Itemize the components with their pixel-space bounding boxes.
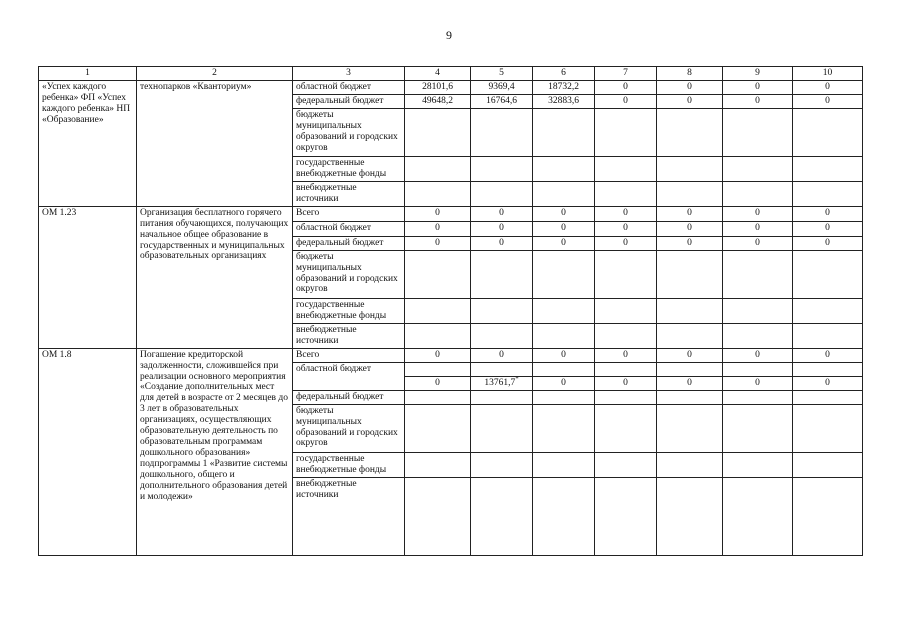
row-title: технопарков «Кванториум» xyxy=(137,80,293,206)
value-text: 13761,7 xyxy=(484,377,516,388)
header-cell: 3 xyxy=(293,67,405,81)
value-cell: 0 xyxy=(793,80,863,94)
header-cell: 9 xyxy=(723,67,793,81)
row-code: ОМ 1.8 xyxy=(39,348,137,555)
source-label: внебюджетные источники xyxy=(293,181,405,206)
value-cell: 0 xyxy=(793,236,863,250)
value-cell: 0 xyxy=(533,376,595,390)
value-cell: 18732,2 xyxy=(533,80,595,94)
source-label: федеральный бюджет xyxy=(293,236,405,250)
value-cell: 0 xyxy=(405,221,471,236)
row-code: ОМ 1.23 xyxy=(39,206,137,348)
value-cell: 0 xyxy=(657,206,723,221)
footnote-mark: * xyxy=(515,376,519,383)
value-cell: 0 xyxy=(471,348,533,362)
row-title: Организация бесплатного горячего питания обучающихся, получающих начальное общее образование в государственных и муниципальных образовательных организациях xyxy=(137,206,293,348)
value-cell: 0 xyxy=(533,206,595,221)
value-cell: 16764,6 xyxy=(471,94,533,108)
value-cell: 0 xyxy=(595,236,657,250)
value-cell: 0 xyxy=(723,236,793,250)
value-cell: 0 xyxy=(723,94,793,108)
budget-table xyxy=(38,66,863,556)
header-cell: 6 xyxy=(533,67,595,81)
value-cell: 0 xyxy=(793,94,863,108)
source-label: областной бюджет xyxy=(293,80,405,94)
header-cell: 2 xyxy=(137,67,293,81)
value-cell: 0 xyxy=(405,348,471,362)
value-cell: 0 xyxy=(793,376,863,390)
value-cell: 0 xyxy=(471,221,533,236)
source-label: бюджеты муниципальных образований и городских округов xyxy=(293,404,405,452)
value-cell: 0 xyxy=(471,206,533,221)
header-cell: 10 xyxy=(793,67,863,81)
value-cell: 0 xyxy=(723,206,793,221)
source-label: федеральный бюджет xyxy=(293,94,405,108)
value-cell: 0 xyxy=(595,348,657,362)
source-label: внебюджетные источники xyxy=(293,323,405,348)
value-cell: 0 xyxy=(657,221,723,236)
value-cell: 0 xyxy=(533,236,595,250)
source-label: государственные внебюджетные фонды xyxy=(293,452,405,477)
source-label: Всего xyxy=(293,206,405,221)
value-cell: 0 xyxy=(595,80,657,94)
header-row xyxy=(39,67,863,81)
row-title: Погашение кредиторской задолженности, сложившейся при реализации основного мероприятия «Создание дополнительных мест для детей в возрасте от 2 месяцев до 3 лет в образовательных организациях, осуществляющих образовательную деятельность по образовательным программам дошкольного образования» подпрограммы 1 «Развитие системы дошкольного, общего и дополнительного образования детей и молодежи» xyxy=(137,348,293,555)
source-label: внебюджетные источники xyxy=(293,477,405,555)
value-cell: 0 xyxy=(533,221,595,236)
header-cell: 7 xyxy=(595,67,657,81)
source-label: областной бюджет xyxy=(293,221,405,236)
value-cell: 0 xyxy=(595,94,657,108)
value-cell: 0 xyxy=(723,348,793,362)
value-cell: 49648,2 xyxy=(405,94,471,108)
table-row xyxy=(39,206,863,221)
value-cell xyxy=(471,376,533,390)
source-label: бюджеты муниципальных образований и городских округов xyxy=(293,250,405,298)
value-cell: 0 xyxy=(657,376,723,390)
value-cell: 0 xyxy=(723,80,793,94)
value-cell: 0 xyxy=(657,236,723,250)
value-cell: 0 xyxy=(793,206,863,221)
value-cell: 0 xyxy=(657,80,723,94)
value-cell: 0 xyxy=(405,236,471,250)
value-cell: 0 xyxy=(595,376,657,390)
value-cell: 0 xyxy=(405,206,471,221)
value-cell: 0 xyxy=(723,221,793,236)
source-label: областной бюджет xyxy=(293,362,405,390)
source-label: федеральный бюджет xyxy=(293,390,405,404)
value-cell: 0 xyxy=(657,94,723,108)
header-cell: 8 xyxy=(657,67,723,81)
page-number: 9 xyxy=(446,28,452,42)
value-cell: 0 xyxy=(405,376,471,390)
table-row xyxy=(39,80,863,94)
row-code: «Успех каждого ребенка» ФП «Успех каждого ребенка» НП «Образование» xyxy=(39,80,137,206)
value-cell: 28101,6 xyxy=(405,80,471,94)
value-cell: 0 xyxy=(657,348,723,362)
source-label: Всего xyxy=(293,348,405,362)
value-cell: 0 xyxy=(793,221,863,236)
value-cell: 0 xyxy=(723,376,793,390)
value-cell: 32883,6 xyxy=(533,94,595,108)
table-row xyxy=(39,348,863,362)
value-cell: 0 xyxy=(471,236,533,250)
source-label: государственные внебюджетные фонды xyxy=(293,298,405,323)
header-cell: 4 xyxy=(405,67,471,81)
value-cell: 9369,4 xyxy=(471,80,533,94)
header-cell: 5 xyxy=(471,67,533,81)
header-cell: 1 xyxy=(39,67,137,81)
value-cell: 0 xyxy=(533,348,595,362)
source-label: бюджеты муниципальных образований и городских округов xyxy=(293,108,405,156)
value-cell: 0 xyxy=(793,348,863,362)
value-cell: 0 xyxy=(595,206,657,221)
value-cell: 0 xyxy=(595,221,657,236)
source-label: государственные внебюджетные фонды xyxy=(293,156,405,181)
